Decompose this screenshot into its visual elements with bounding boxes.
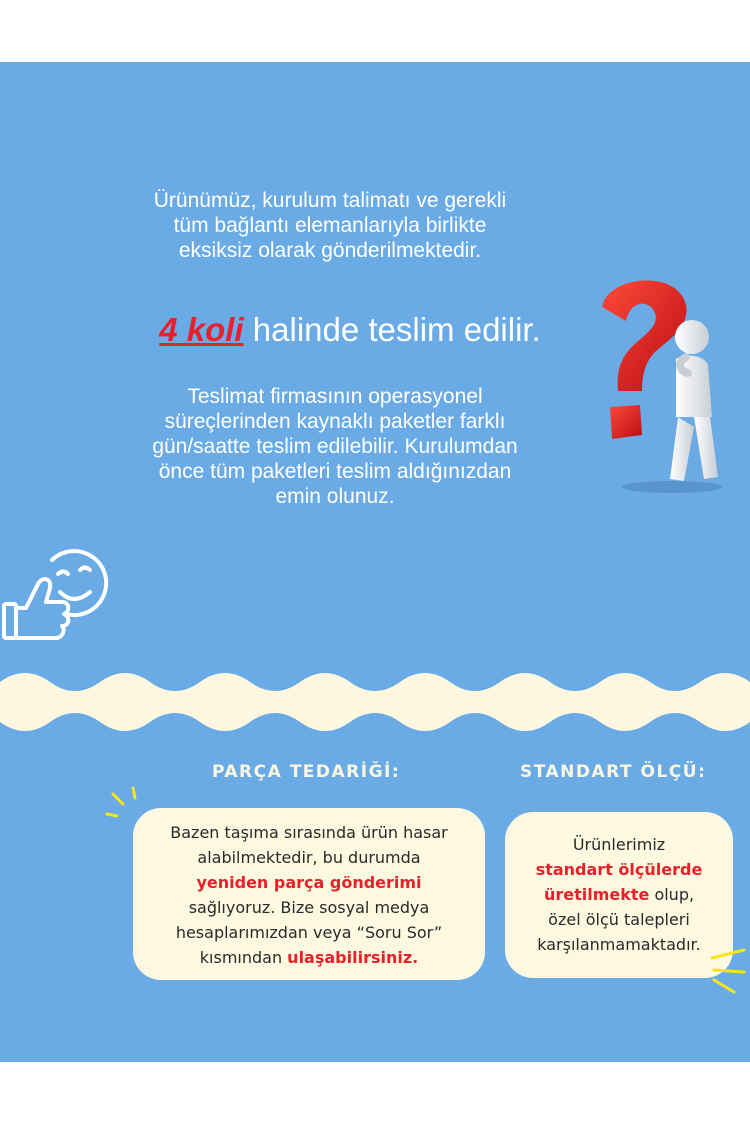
parts-supply-title: PARÇA TEDARİĞİ: [212,762,401,782]
card-line [513,882,725,907]
card-line: hesaplarımızdan veya “Soru Sor” [175,923,443,942]
card-highlight: standart ölçülerde [535,860,703,879]
card-line: karşılanmamaktadır. [537,935,701,954]
card-line: özel ölçü talepleri [548,910,690,929]
question-mark-figure-icon [590,267,730,497]
card-line: alabilmektedir, bu durumda [197,848,421,867]
headline-rest: halinde teslim edilir. [243,311,541,348]
intro-line: tüm bağlantı elemanlarıyla birlikte [173,214,487,237]
notice-line: önce tüm paketleri teslim aldığınızdan [158,460,512,483]
package-count-highlight: 4 koli [159,311,244,348]
card-highlight: üretilmekte [543,885,650,904]
thumbs-up-smiley-icon [0,540,115,645]
card-text: kısmından [199,948,288,967]
notice-line: gün/saatte teslim edilebilir. Kurulumdan [152,435,518,458]
standard-size-title: STANDART ÖLÇÜ: [520,762,707,782]
notice-line: Teslimat firmasının operasyonel [187,385,483,408]
card-line: Bazen taşıma sırasında ürün hasar [170,823,448,842]
intro-line: eksiksiz olarak gönderilmektedir. [178,239,482,262]
card-highlight: yeniden parça gönderimi [196,873,422,892]
card-line: Ürünlerimiz [572,835,666,854]
delivery-notice-paragraph [105,384,565,509]
package-count-headline [100,310,600,350]
card-text: olup, [649,885,695,904]
standard-size-card [505,812,733,978]
wave-divider [0,662,750,742]
card-highlight: ulaşabilirsiniz. [287,948,419,967]
card-line [143,945,475,970]
notice-line: süreçlerinden kaynaklı paketler farklı [164,410,506,433]
parts-supply-card [133,808,485,980]
intro-paragraph [110,188,550,263]
notice-line: emin olunuz. [275,485,395,508]
card-line: sağlıyoruz. Bize sosyal medya [188,898,430,917]
spark-lines-icon [706,946,750,996]
intro-line: Ürünümüz, kurulum talimatı ve gerekli [153,189,507,212]
info-panel [0,62,750,1062]
